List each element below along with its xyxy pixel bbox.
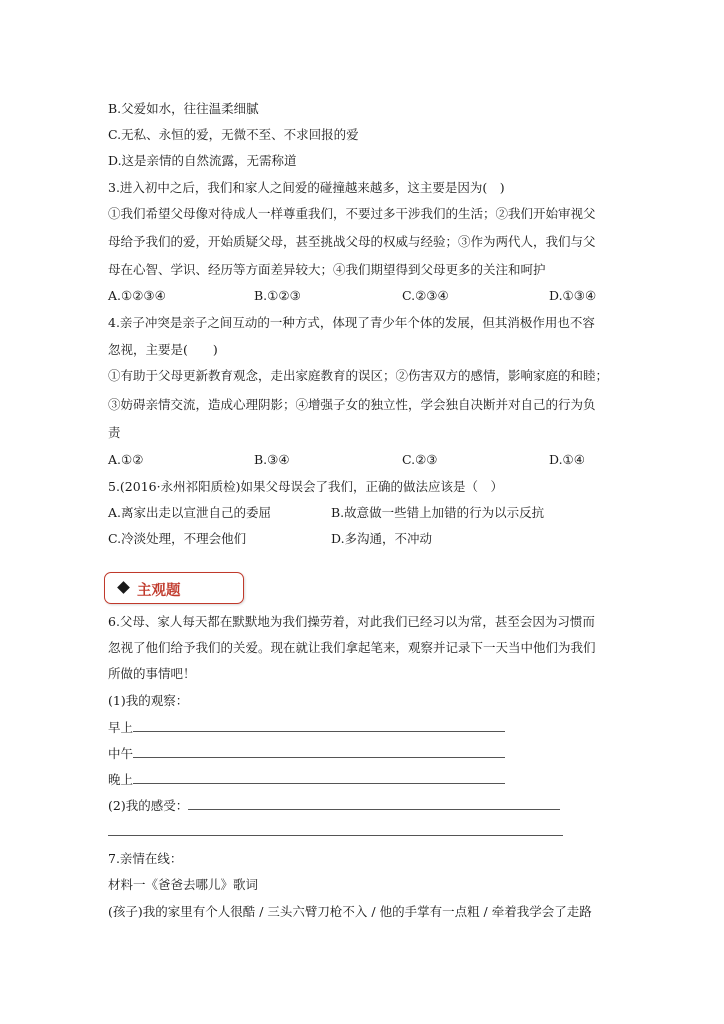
q6-stem-line: 所做的事情吧！ xyxy=(108,666,196,681)
q5-stem: 5.(2016·永州祁阳质检)如果父母误会了我们，正确的做法应该是（ ） xyxy=(108,479,503,494)
q4-option-a: A.①② xyxy=(108,452,144,467)
answer-blank[interactable] xyxy=(188,797,560,810)
q2-option-c: C.无私、永恒的爱，无微不至、不求回报的爱 xyxy=(108,127,359,142)
q3-body-line: 母给予我们的爱，开始质疑父母，甚至挑战父母的权威与经验；③作为两代人，我们与父 xyxy=(108,234,596,249)
q4-body-line: 责 xyxy=(108,425,121,440)
q4-stem-line: 4.亲子冲突是亲子之间互动的一种方式，体现了青少年个体的发展，但其消极作用也不容 xyxy=(108,315,595,330)
answer-row-evening xyxy=(108,771,505,788)
answer-row-morning xyxy=(108,719,505,736)
answer-row-feeling-cont xyxy=(108,823,563,840)
q6-stem-line: 忽视了他们给予我们的关爱。现在就让我们拿起笔来，观察并记录下一天当中他们为我们 xyxy=(108,640,596,655)
time-label: 早上 xyxy=(108,720,134,735)
q2-option-b: B.父爱如水，往往温柔细腻 xyxy=(108,101,259,116)
q3-option-d: D.①③④ xyxy=(549,288,597,303)
q5-option-d: D.多沟通，不冲动 xyxy=(331,531,433,546)
q6-stem-line: 6.父母、家人每天都在默默地为我们操劳着，对此我们已经习以为常，甚至会因为习惯而 xyxy=(108,614,595,629)
time-label: 中午 xyxy=(108,746,134,761)
q3-stem: 3.进入初中之后，我们和家人之间爱的碰撞越来越多，这主要是因为( ) xyxy=(108,180,505,195)
q4-body-line: ③妨碍亲情交流，造成心理阴影；④增强子女的独立性，学会独自决断并对自己的行为负 xyxy=(108,397,596,412)
q5-option-c: C.冷淡处理，不理会他们 xyxy=(108,531,247,546)
q3-option-a: A.①②③④ xyxy=(108,288,166,303)
q3-body-line: 母在心智、学识、经历等方面差异较大；④我们期望得到父母更多的关注和呵护 xyxy=(108,262,546,277)
time-label: 晚上 xyxy=(108,772,134,787)
q5-option-a: A.离家出走以宣泄自己的委屈 xyxy=(108,505,272,520)
q7-stem: 7.亲情在线： xyxy=(108,851,183,866)
q4-body-line: ①有助于父母更新教育观念，走出家庭教育的误区；②伤害双方的感情，影响家庭的和睦； xyxy=(108,368,609,383)
answer-row-noon xyxy=(108,745,505,762)
q3-option-c: C.②③④ xyxy=(402,288,449,303)
section-header-box xyxy=(104,572,244,604)
answer-row-feeling xyxy=(108,797,560,814)
q4-option-c: C.②③ xyxy=(402,452,438,467)
answer-blank[interactable] xyxy=(133,745,505,758)
q4-stem-line: 忽视，主要是( ) xyxy=(108,342,218,357)
q4-option-b: B.③④ xyxy=(254,452,290,467)
section-title: 主观题 xyxy=(137,583,181,599)
q5-option-b: B.故意做一些错上加错的行为以示反抗 xyxy=(331,505,545,520)
answer-blank[interactable] xyxy=(133,719,505,732)
q2-option-d: D.这是亲情的自然流露，无需称道 xyxy=(108,153,297,168)
q7-lyric: (孩子)我的家里有个人很酷 / 三头六臂刀枪不入 / 他的手掌有一点粗 / 牵着我学会了走路 xyxy=(108,904,592,919)
diamond-bullet-icon xyxy=(117,581,130,594)
q6-sub-1: (1)我的观察： xyxy=(108,693,189,708)
q4-option-d: D.①④ xyxy=(549,452,585,467)
q3-option-b: B.①②③ xyxy=(254,288,301,303)
answer-blank[interactable] xyxy=(108,823,563,836)
answer-blank[interactable] xyxy=(133,771,505,784)
q7-material-title: 材料一《爸爸去哪儿》歌词 xyxy=(108,877,259,892)
q3-body-line: ①我们希望父母像对待成人一样尊重我们，不要过多干涉我们的生活；②我们开始审视父 xyxy=(108,206,596,221)
q6-sub-2: (2)我的感受： xyxy=(108,798,189,813)
